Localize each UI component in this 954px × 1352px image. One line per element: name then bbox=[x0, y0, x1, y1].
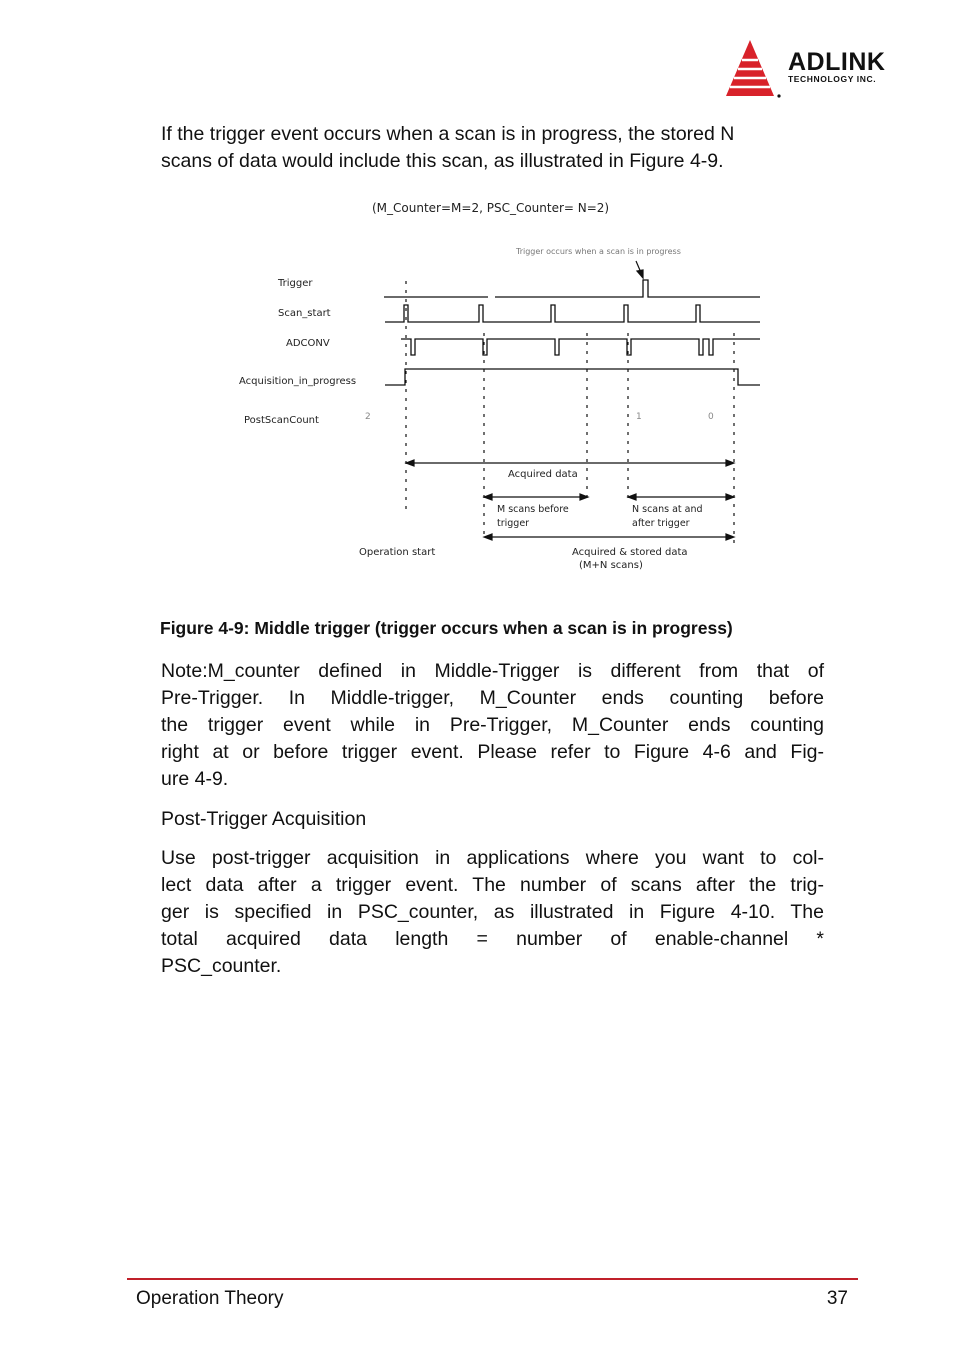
post-line: PSC_counter. bbox=[161, 955, 282, 977]
arrow-head bbox=[484, 494, 492, 500]
arrow-head bbox=[580, 494, 588, 500]
post-line: total acquired data length = number of enable-channel * bbox=[161, 928, 824, 950]
post-line: ger is specified in PSC_counter, as illustrated in Figure 4-10. The bbox=[161, 901, 824, 923]
adlink-pyramid-icon bbox=[722, 38, 782, 100]
adconv-waveform bbox=[401, 339, 760, 355]
timing-diagram bbox=[235, 193, 765, 578]
count-value: 2 bbox=[365, 412, 371, 422]
note-line: right at or before trigger event. Please refer to Figure 4-6 and Fig- bbox=[161, 741, 824, 763]
m-scans-label: trigger bbox=[497, 518, 530, 529]
n-scans-label: after trigger bbox=[632, 518, 690, 529]
intro-line: scans of data would include this scan, as illustrated in Figure 4-9. bbox=[161, 150, 724, 172]
scan-start-waveform bbox=[385, 305, 760, 322]
arrow-head bbox=[484, 534, 492, 540]
note-paragraph bbox=[161, 658, 824, 793]
footer-rule bbox=[127, 1278, 858, 1280]
trigger-annotation: Trigger occurs when a scan is in progress bbox=[516, 247, 681, 256]
acquisition-waveform bbox=[385, 369, 760, 385]
acquired-stored-label: Acquired & stored data bbox=[572, 547, 688, 558]
signal-label-postscancount: PostScanCount bbox=[244, 415, 319, 426]
note-line: Note:M_counter defined in Middle-Trigger is different from that of bbox=[161, 660, 824, 682]
acquired-stored-label: (M+N scans) bbox=[579, 560, 643, 571]
trigger-waveform bbox=[495, 280, 760, 297]
logo-subtitle: TECHNOLOGY INC. bbox=[788, 74, 877, 84]
operation-start-label: Operation start bbox=[359, 547, 436, 558]
signal-label-scan-start: Scan_start bbox=[278, 308, 331, 319]
figure-caption: Figure 4-9: Middle trigger (trigger occurs when a scan is in progress) bbox=[160, 618, 733, 638]
logo-wordmark: ADLINK bbox=[788, 48, 886, 76]
note-line: ure 4-9. bbox=[161, 768, 229, 790]
count-value: 0 bbox=[708, 412, 714, 422]
post-line: Use post-trigger acquisition in applications where you want to col- bbox=[161, 847, 824, 869]
post-line: lect data after a trigger event. The number of scans after the trig- bbox=[161, 874, 824, 896]
note-line: Pre-Trigger. In Middle-trigger, M_Counter ends counting before bbox=[161, 687, 824, 709]
section-heading: Post-Trigger Acquisition bbox=[161, 808, 367, 830]
note-line: the trigger event while in Pre-Trigger, M_Counter ends counting bbox=[161, 714, 824, 736]
arrow-head bbox=[406, 460, 414, 466]
arrow-head bbox=[726, 534, 734, 540]
signal-label-acquisition: Acquisition_in_progress bbox=[239, 376, 357, 387]
acquired-data-label: Acquired data bbox=[508, 469, 578, 480]
adlink-logo bbox=[722, 38, 912, 100]
footer-section-title: Operation Theory bbox=[136, 1288, 284, 1309]
n-scans-label: N scans at and bbox=[632, 504, 703, 515]
arrow-head bbox=[726, 494, 734, 500]
signal-label-adconv: ADCONV bbox=[286, 338, 330, 349]
arrow-head bbox=[726, 460, 734, 466]
post-trigger-paragraph bbox=[161, 845, 824, 980]
count-value: 1 bbox=[636, 412, 642, 422]
arrow-head bbox=[637, 270, 643, 278]
footer-page-number: 37 bbox=[826, 1288, 848, 1309]
intro-paragraph bbox=[161, 121, 824, 175]
figure-title: (M_Counter=M=2, PSC_Counter= N=2) bbox=[372, 201, 610, 215]
arrow-head bbox=[628, 494, 636, 500]
m-scans-label: M scans before bbox=[497, 504, 569, 515]
intro-line: If the trigger event occurs when a scan is in progress, the stored N bbox=[161, 123, 735, 145]
signal-label-trigger: Trigger bbox=[278, 278, 313, 289]
